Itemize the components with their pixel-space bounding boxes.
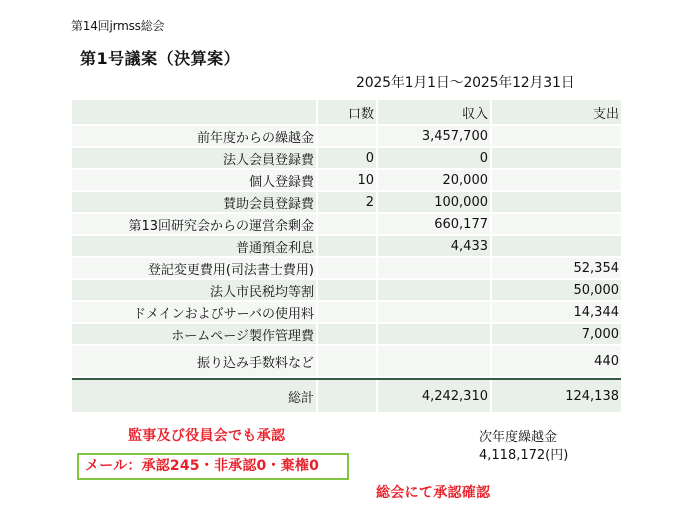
row-income: 20,000 — [377, 169, 491, 191]
row-income — [377, 301, 491, 323]
row-count — [317, 345, 377, 377]
total-expense: 124,138 — [491, 379, 621, 413]
row-count — [317, 323, 377, 345]
row-label: 第13回研究会からの運営余剰金 — [72, 213, 317, 235]
table-row — [72, 213, 621, 235]
table-row — [72, 323, 621, 345]
row-income: 660,177 — [377, 213, 491, 235]
row-income: 100,000 — [377, 191, 491, 213]
meeting-title: 第14回jrmss総会 — [71, 19, 165, 33]
total-label: 総計 — [72, 379, 317, 413]
row-income — [377, 323, 491, 345]
row-count — [317, 279, 377, 301]
header-label-cell — [72, 100, 317, 125]
row-income: 3,457,700 — [377, 125, 491, 147]
table-row — [72, 345, 621, 377]
row-income: 4,433 — [377, 235, 491, 257]
row-label: 法人市民税均等割 — [72, 279, 317, 301]
row-expense: 52,354 — [491, 257, 621, 279]
row-count — [317, 257, 377, 279]
row-expense — [491, 213, 621, 235]
row-expense: 7,000 — [491, 323, 621, 345]
row-income — [377, 345, 491, 377]
row-count: 2 — [317, 191, 377, 213]
carryover-value: 4,118,172(円) — [479, 448, 569, 463]
row-income — [377, 257, 491, 279]
total-row — [72, 379, 621, 413]
header-income-cell: 収入 — [377, 100, 491, 125]
row-count — [317, 125, 377, 147]
row-label: 普通預金利息 — [72, 235, 317, 257]
table-header-row — [72, 100, 621, 125]
row-label: ドメインおよびサーバの使用料 — [72, 301, 317, 323]
general-approval-note: 総会にて承認確認 — [376, 485, 491, 501]
row-count: 0 — [317, 147, 377, 169]
row-count — [317, 213, 377, 235]
row-expense — [491, 125, 621, 147]
row-label: 登記変更費用(司法書士費用) — [72, 257, 317, 279]
fiscal-period: 2025年1月1日～2025年12月31日 — [356, 75, 575, 91]
row-expense — [491, 169, 621, 191]
total-income: 4,242,310 — [377, 379, 491, 413]
row-income — [377, 279, 491, 301]
table-row — [72, 147, 621, 169]
header-expense-cell: 支出 — [491, 100, 621, 125]
row-expense: 50,000 — [491, 279, 621, 301]
row-label: 前年度からの繰越金 — [72, 125, 317, 147]
row-label: 振り込み手数料など — [72, 345, 317, 377]
table-row — [72, 125, 621, 147]
auditor-approval-note: 監事及び役員会でも承認 — [128, 428, 286, 444]
table-row — [72, 257, 621, 279]
row-expense — [491, 191, 621, 213]
email-vote-box: メール：承認245・非承認0・棄権0 — [77, 453, 349, 480]
row-expense: 440 — [491, 345, 621, 377]
total-count — [317, 379, 377, 413]
carryover-label: 次年度繰越金 — [479, 430, 558, 445]
row-label: 法人会員登録費 — [72, 147, 317, 169]
row-expense — [491, 147, 621, 169]
table-row — [72, 301, 621, 323]
row-expense: 14,344 — [491, 301, 621, 323]
agenda-title: 第1号議案（決算案） — [80, 49, 241, 68]
table-row — [72, 235, 621, 257]
row-expense — [491, 235, 621, 257]
row-income: 0 — [377, 147, 491, 169]
header-count-cell: 口数 — [317, 100, 377, 125]
row-label: ホームページ製作管理費 — [72, 323, 317, 345]
row-count — [317, 235, 377, 257]
row-label: 賛助会員登録費 — [72, 191, 317, 213]
row-count — [317, 301, 377, 323]
table-row — [72, 169, 621, 191]
row-count: 10 — [317, 169, 377, 191]
table-row — [72, 191, 621, 213]
table-row — [72, 279, 621, 301]
settlement-table — [72, 100, 621, 414]
row-label: 個人登録費 — [72, 169, 317, 191]
